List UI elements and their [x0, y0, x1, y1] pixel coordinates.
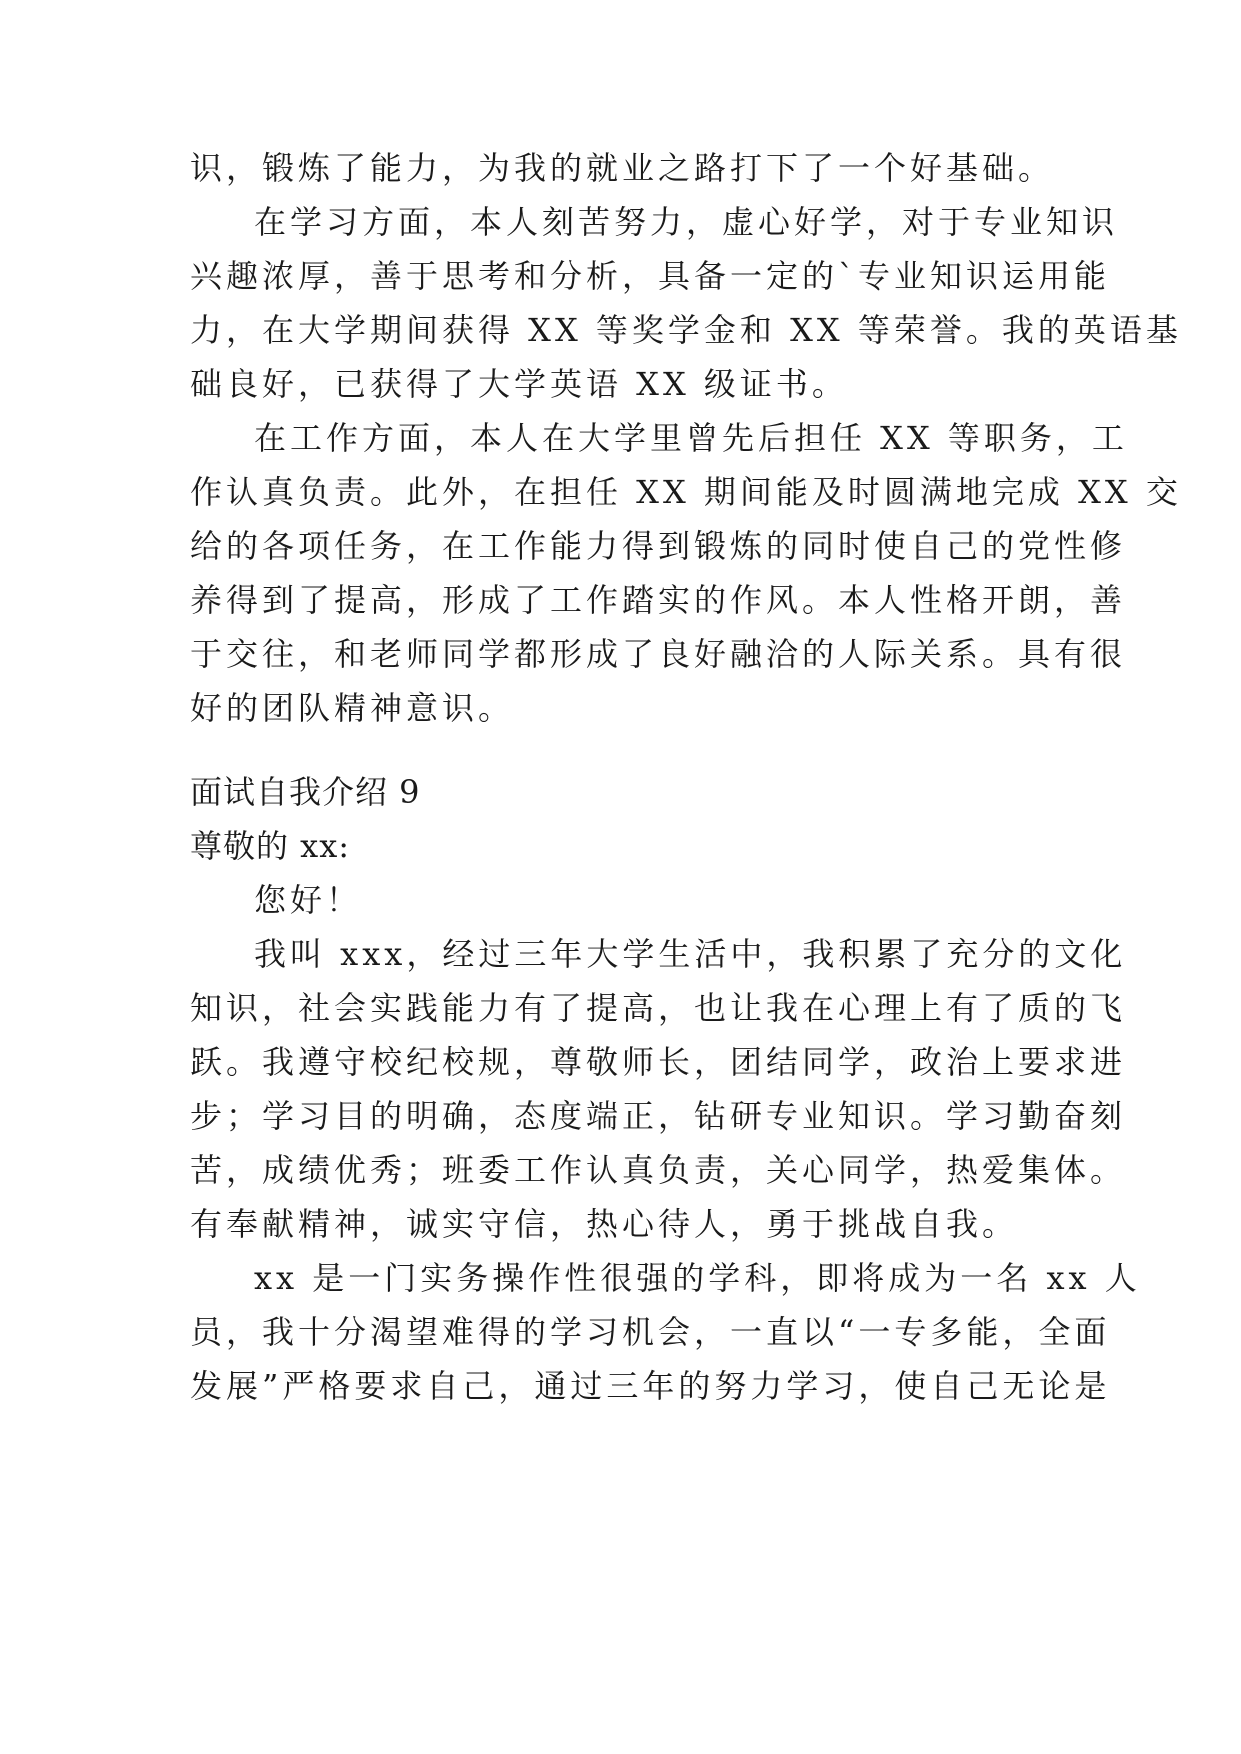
paragraph-line: 作认真负责。此外，在担任 XX 期间能及时圆满地完成 XX 交	[190, 473, 1182, 511]
paragraph-line: 员，我十分渴望难得的学习机会，一直以“一专多能，全面	[190, 1313, 1111, 1351]
paragraph-line: 识，锻炼了能力，为我的就业之路打下了一个好基础。	[190, 149, 1055, 187]
paragraph-line: 跃。我遵守校纪校规，尊敬师长，团结同学，政治上要求进	[190, 1043, 1127, 1081]
salutation: 尊敬的 xx:	[190, 827, 351, 865]
paragraph-line: 发展”严格要求自己，通过三年的努力学习，使自己无论是	[190, 1367, 1111, 1405]
paragraph-line: 我叫 xxx，经过三年大学生活中，我积累了充分的文化	[254, 935, 1127, 973]
greeting: 您好！	[254, 881, 363, 919]
paragraph-line: 于交往，和老师同学都形成了良好融洽的人际关系。具有很	[190, 635, 1127, 673]
paragraph-line: 给的各项任务，在工作能力得到锻炼的同时使自己的党性修	[190, 527, 1127, 565]
paragraph-line: 养得到了提高，形成了工作踏实的作风。本人性格开朗，善	[190, 581, 1127, 619]
section-title: 面试自我介绍 9	[190, 773, 421, 811]
paragraph-line: 有奉献精神，诚实守信，热心待人，勇于挑战自我。	[190, 1205, 1019, 1243]
paragraph-line: xx 是一门实务操作性很强的学科，即将成为一名 xx 人	[254, 1259, 1141, 1297]
paragraph-line: 好的团队精神意识。	[190, 689, 515, 727]
paragraph-line: 力，在大学期间获得 XX 等奖学金和 XX 等荣誉。我的英语基	[190, 311, 1182, 349]
paragraph-line: 在工作方面，本人在大学里曾先后担任 XX 等职务，工	[254, 419, 1128, 457]
paragraph-line: 知识，社会实践能力有了提高，也让我在心理上有了质的飞	[190, 989, 1127, 1027]
paragraph-line: 础良好，已获得了大学英语 XX 级证书。	[190, 365, 848, 403]
paragraph-line: 兴趣浓厚，善于思考和分析，具备一定的`专业知识运用能	[190, 257, 1111, 295]
paragraph-line: 苦，成绩优秀；班委工作认真负责，关心同学，热爱集体。	[190, 1151, 1127, 1189]
paragraph-line: 步；学习目的明确，态度端正，钻研专业知识。学习勤奋刻	[190, 1097, 1127, 1135]
paragraph-line: 在学习方面，本人刻苦努力，虚心好学，对于专业知识	[254, 203, 1119, 241]
